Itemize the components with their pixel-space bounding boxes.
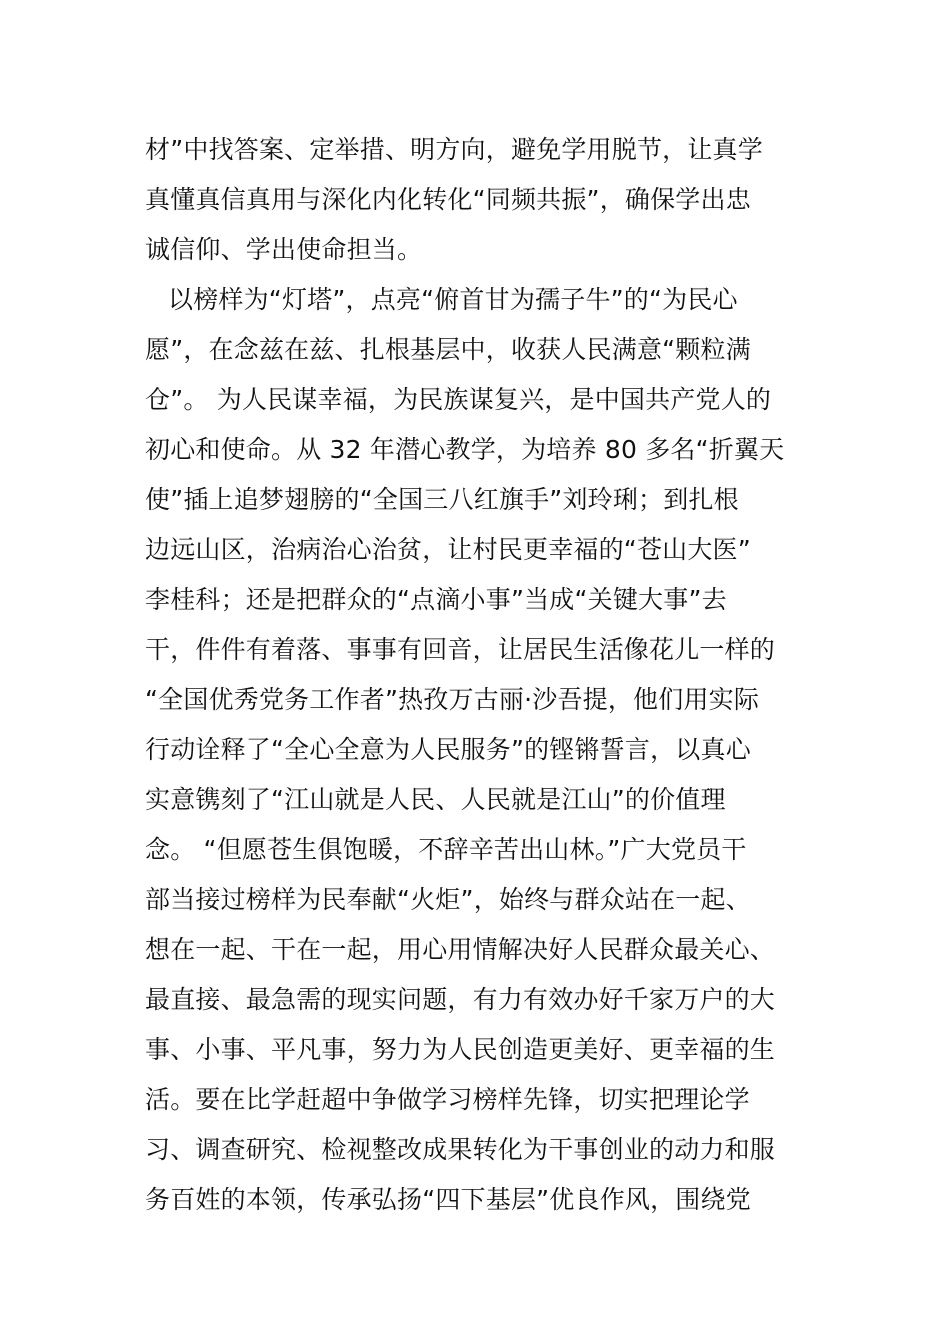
text-line: 初心和使命。从 32 年潜心教学，为培养 80 多名“折翼天 xyxy=(145,435,785,464)
text-line: 边远山区，治病治心治贫，让村民更幸福的“苍山大医” xyxy=(145,535,751,564)
text-line: 习、调查研究、检视整改成果转化为干事创业的动力和服 xyxy=(145,1135,776,1164)
text-line: 活。要在比学赶超中争做学习榜样先锋，切实把理论学 xyxy=(145,1085,750,1114)
text-line: 愿”，在念兹在兹、扎根基层中，收获人民满意“颗粒满 xyxy=(145,335,751,364)
text-line: 行动诠释了“全心全意为人民服务”的铿锵誓言，以真心 xyxy=(145,735,751,764)
text-line: 务百姓的本领，传承弘扬“四下基层”优良作风，围绕党 xyxy=(145,1185,751,1214)
paragraph-start-line: 以榜样为“灯塔”，点亮“俯首甘为孺子牛”的“为民心 xyxy=(168,285,738,314)
text-line: 部当接过榜样为民奉献“火炬”，始终与群众站在一起、 xyxy=(145,885,751,914)
text-line: 李桂科；还是把群众的“点滴小事”当成“关键大事”去 xyxy=(145,585,727,614)
text-line: “全国优秀党务工作者”热孜万古丽·沙吾提，他们用实际 xyxy=(145,685,760,714)
text-line: 事、小事、平凡事，努力为人民创造更美好、更幸福的生 xyxy=(145,1035,776,1064)
text-line: 仓”。 为人民谋幸福，为民族谋复兴，是中国共产党人的 xyxy=(145,385,772,414)
text-line: 念。 “但愿苍生俱饱暖，不辞辛苦出山林。”广大党员干 xyxy=(145,835,747,864)
text-line: 诚信仰、学出使命担当。 xyxy=(145,235,423,264)
text-line: 最直接、最急需的现实问题，有力有效办好千家万户的大 xyxy=(145,985,776,1014)
text-line: 想在一起、干在一起，用心用情解决好人民群众最关心、 xyxy=(145,935,776,964)
text-line: 材”中找答案、定举措、明方向，避免学用脱节，让真学 xyxy=(145,135,763,164)
text-line: 使”插上追梦翅膀的“全国三八红旗手”刘玲琍；到扎根 xyxy=(145,485,739,514)
text-line: 实意镌刻了“江山就是人民、人民就是江山”的价值理 xyxy=(145,785,726,814)
text-line: 干，件件有着落、事事有回音，让居民生活像花儿一样的 xyxy=(145,635,776,664)
text-line: 真懂真信真用与深化内化转化“同频共振”，确保学出忠 xyxy=(145,185,751,214)
